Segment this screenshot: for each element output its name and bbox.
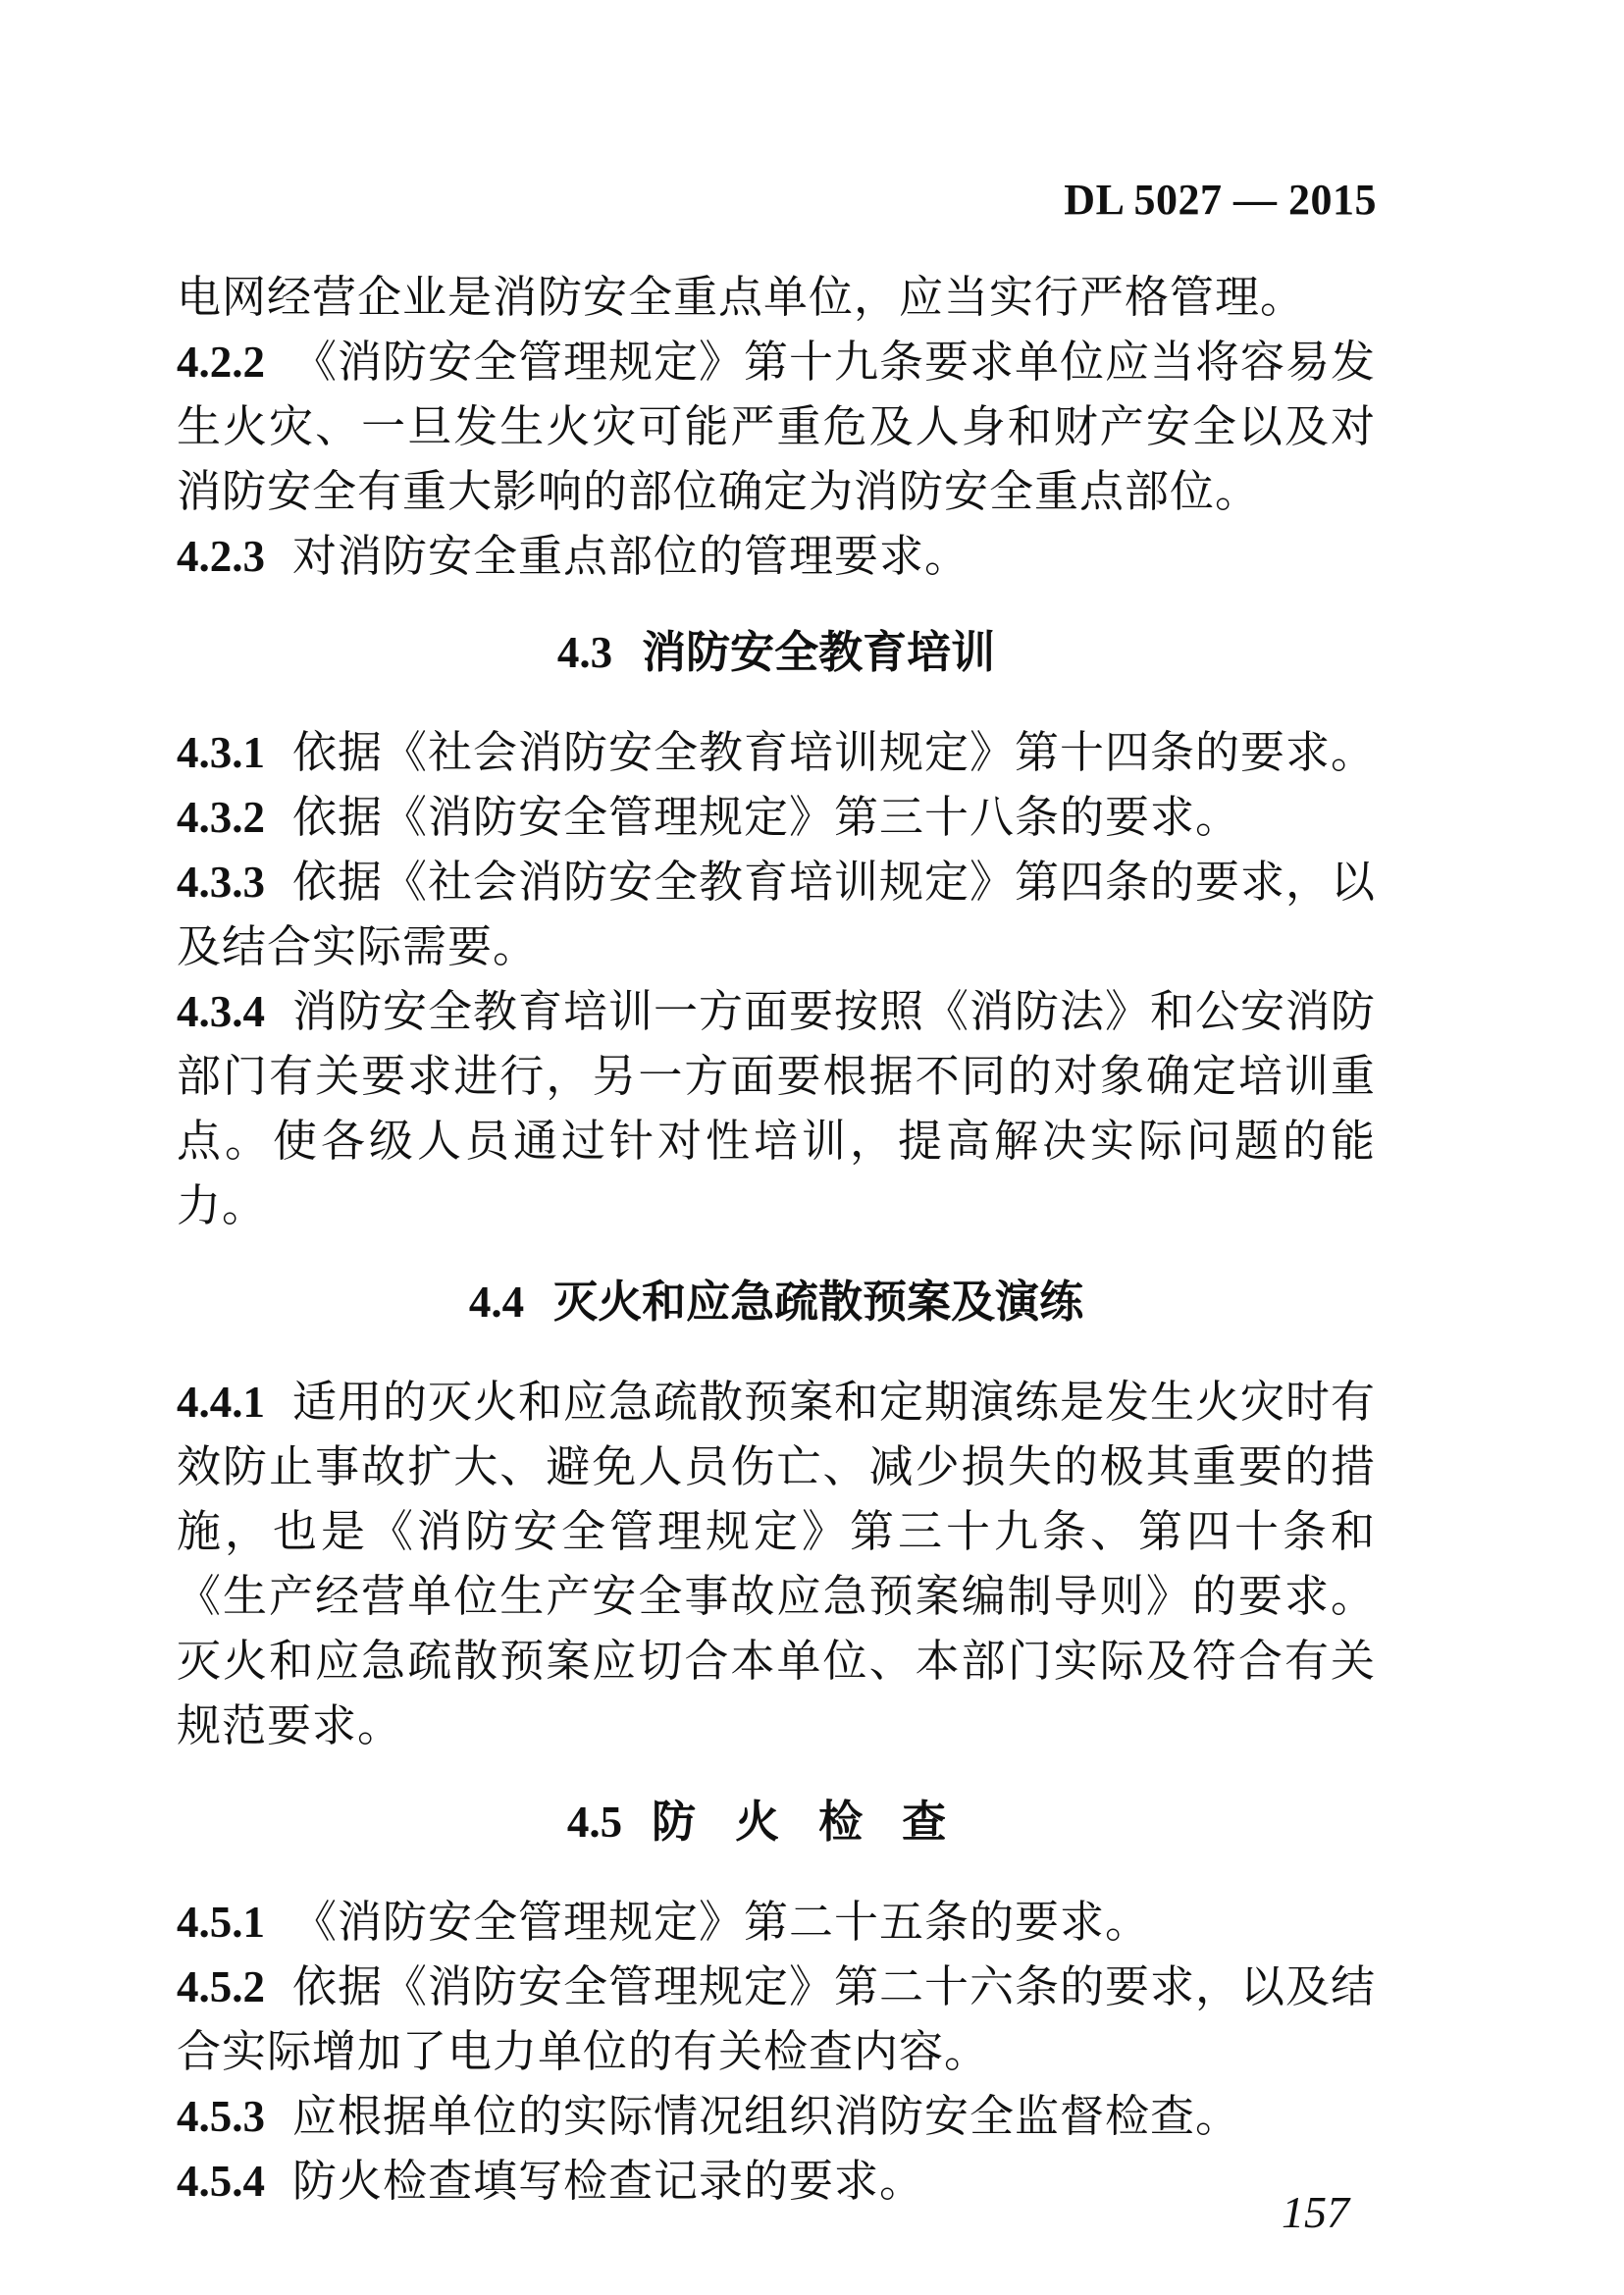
clause-number: 4.2.3 [177,532,265,581]
clause-text: 应根据单位的实际情况组织消防安全监督检查。 [292,2090,1241,2142]
section-number: 4.5 [566,1798,623,1847]
clause-number: 4.5.1 [177,1898,265,1947]
clause-text: 依据《社会消防安全教育培训规定》第四条的要求，以及结合实际需要。 [177,856,1377,972]
clause-text: 依据《社会消防安全教育培训规定》第十四条的要求。 [292,726,1377,778]
section-number: 4.3 [556,628,613,677]
page-number: 157 [1282,2187,1349,2237]
section-title: 灭火和应急疏散预案及演练 [553,1276,1084,1328]
clause-number: 4.5.2 [177,1962,265,2011]
clause-number: 4.3.2 [177,793,265,842]
clause-number: 4.2.2 [177,338,265,387]
page-content [177,265,1376,2214]
clause-4-5-1 [177,1890,1376,1955]
clause-number: 4.5.4 [177,2157,265,2206]
section-number: 4.4 [468,1278,525,1327]
clause-text: 《消防安全管理规定》第二十五条的要求。 [292,1896,1151,1948]
clause-number: 4.4.1 [177,1378,265,1427]
section-heading-4-5 [177,1790,1376,1854]
clause-4-2-3 [177,524,1376,589]
clause-4-3-3 [177,850,1376,979]
clause-text: 依据《消防安全管理规定》第三十八条的要求。 [292,791,1241,843]
clause-4-3-2 [177,785,1376,850]
clause-4-4-1 [177,1370,1376,1758]
clause-4-2-2 [177,330,1376,524]
clause-text: 《消防安全管理规定》第十九条要求单位应当将容易发生火灾、一旦发生火灾可能严重危及人身和财产安全以及对消防安全有重大影响的部位确定为消防安全重点部位。 [177,336,1377,517]
doc-code-header: DL 5027 — 2015 [1064,176,1377,224]
clause-number: 4.3.1 [177,728,265,777]
clause-number: 4.3.4 [177,987,265,1036]
section-heading-4-4 [177,1270,1376,1334]
clause-4-3-4 [177,979,1376,1238]
clause-4-5-2 [177,1955,1376,2084]
paragraph-continuation [177,265,1376,330]
clause-text: 防火检查填写检查记录的要求。 [292,2155,925,2207]
clause-4-5-4 [177,2149,1376,2214]
section-title: 消防安全教育培训 [642,626,996,678]
clause-number: 4.3.3 [177,858,265,907]
clause-text: 对消防安全重点部位的管理要求。 [292,530,970,582]
clause-text: 依据《消防安全管理规定》第二十六条的要求，以及结合实际增加了电力单位的有关检查内容。 [177,1960,1377,2077]
section-heading-4-3 [177,620,1376,685]
clause-4-5-3 [177,2084,1376,2149]
section-title: 防火检查 [652,1796,986,1848]
clause-number: 4.5.3 [177,2092,265,2141]
clause-4-3-1 [177,720,1376,785]
clause-text: 适用的灭火和应急疏散预案和定期演练是发生火灾时有效防止事故扩大、避免人员伤亡、减少损失的极其重要的措施，也是《消防安全管理规定》第三十九条、第四十条和《生产经营单位生产安全事故应急预案编制导则》的要求。灭火和应急疏散预案应切合本单位、本部门实际及符合有关规范要求。 [177,1376,1377,1751]
paragraph-text: 电网经营企业是消防安全重点单位，应当实行严格管理。 [177,271,1306,323]
clause-text: 消防安全教育培训一方面要按照《消防法》和公安消防部门有关要求进行，另一方面要根据不同的对象确定培训重点。使各级人员通过针对性培训，提高解决实际问题的能力。 [177,985,1377,1231]
